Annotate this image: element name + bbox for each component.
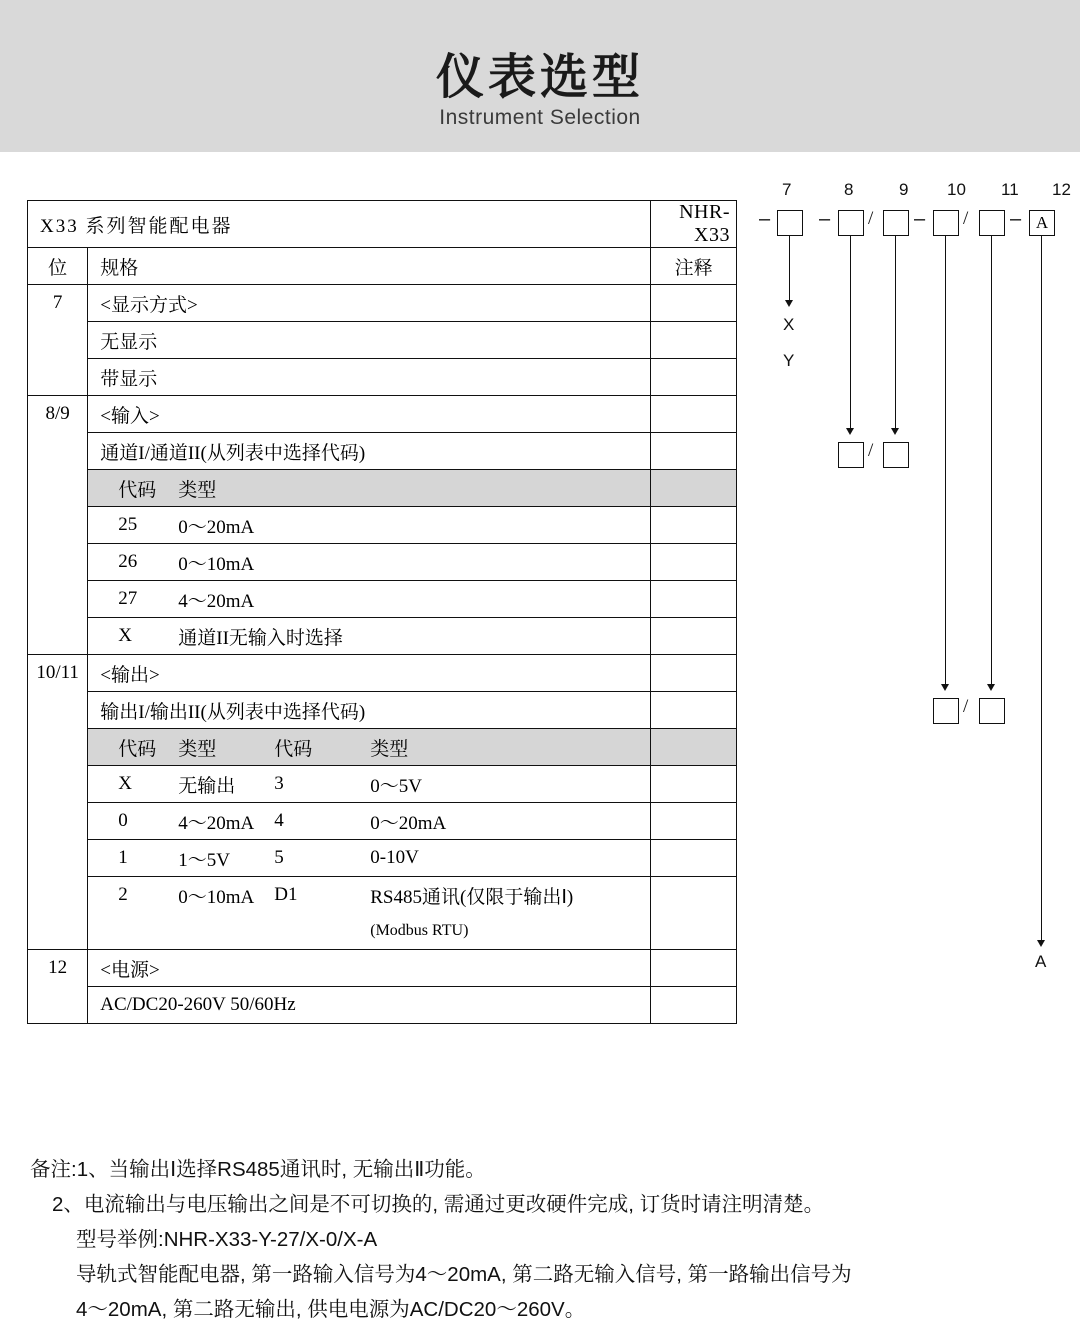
col-header-pos: 位 <box>28 248 88 285</box>
code-value-2: 5 <box>274 847 284 868</box>
code-value: 26 <box>118 551 138 572</box>
diagram-number-11: 11 <box>1001 180 1019 199</box>
note-cell <box>651 507 737 544</box>
note-cell <box>651 655 737 692</box>
type-value: 0～20mA <box>178 516 255 538</box>
diagram-output-box-2[interactable] <box>979 698 1005 724</box>
col-header-note: 注释 <box>651 248 737 285</box>
leader-line-7 <box>789 236 790 302</box>
note-line-2: 2、电流输出与电压输出之间是不可切换的, 需通过更改硬件完成, 订货时请注明清楚。 <box>52 1193 825 1216</box>
diagram-number-10: 10 <box>947 180 966 199</box>
type-value: 4～20mA <box>178 590 255 612</box>
pos-spacer <box>28 544 88 581</box>
section-89-code-header-row <box>88 470 651 507</box>
type-value: 0～10mA <box>178 553 255 575</box>
pos-10-11: 10/11 <box>28 655 88 692</box>
diagram-output-box-1[interactable] <box>933 698 959 724</box>
table-row <box>28 201 737 248</box>
pos-spacer <box>28 618 88 655</box>
code-value: 25 <box>118 514 138 535</box>
diagram-box-8[interactable] <box>838 210 864 236</box>
code-value-2: D1 <box>274 884 298 905</box>
table-row <box>28 470 737 507</box>
note-cell <box>651 803 737 840</box>
pos-spacer <box>28 729 88 766</box>
note-cell <box>651 396 737 433</box>
code-value: X <box>118 625 132 646</box>
pos-spacer <box>28 913 88 950</box>
note-cell <box>651 322 737 359</box>
section-7-row-1: 无显示 <box>88 322 651 359</box>
code-value: 27 <box>118 588 138 609</box>
type-value-2: 0-10V <box>370 847 419 868</box>
table-row <box>28 729 737 766</box>
table-row <box>28 766 737 803</box>
type-value: 4～20mA <box>178 812 255 834</box>
note-line-4: 导轨式智能配电器, 第一路输入信号为4～20mA, 第二路无输入信号, 第一路输出信号为 <box>76 1263 852 1286</box>
diagram-input-box-1[interactable] <box>838 442 864 468</box>
type-value-2: 0～20mA <box>370 812 447 834</box>
note-line-3: 型号举例:NHR-X33-Y-27/X-0/X-A <box>76 1228 378 1251</box>
note-cell <box>651 729 737 766</box>
leader-line-11 <box>991 236 992 686</box>
diagram-box-9[interactable] <box>883 210 909 236</box>
leader-line-8 <box>850 236 851 430</box>
pos-8-9: 8/9 <box>28 396 88 433</box>
diagram-slash-2: / <box>963 208 969 229</box>
pos-spacer <box>28 507 88 544</box>
note-cell <box>651 987 737 1024</box>
diagram-number-7: 7 <box>782 180 792 199</box>
section-1011-heading: <输出> <box>88 655 651 692</box>
table-row <box>28 877 737 914</box>
pos-spacer <box>28 840 88 877</box>
section-1011-row-2 <box>88 803 651 840</box>
note-cell <box>651 913 737 950</box>
note-line-1: 备注:1、当输出Ⅰ选择RS485通讯时, 无输出Ⅱ功能。 <box>30 1158 486 1181</box>
col-header-spec: 规格 <box>88 248 651 285</box>
note-cell <box>651 433 737 470</box>
diagram-number-12: 12 <box>1052 180 1071 199</box>
leader-arrow-7 <box>785 300 793 307</box>
section-1011-row-5 <box>88 913 651 950</box>
diagram-output-slash: / <box>963 696 969 717</box>
selection-table <box>27 200 737 1024</box>
diagram-number-8: 8 <box>844 180 854 199</box>
leader-arrow-12 <box>1037 940 1045 947</box>
code-header-2: 代码 <box>274 738 313 760</box>
note-cell <box>651 840 737 877</box>
diagram-box-11[interactable] <box>979 210 1005 236</box>
type-value: 0～10mA <box>178 886 255 908</box>
pos-spacer <box>28 470 88 507</box>
diagram-input-slash: / <box>868 440 874 461</box>
table-row <box>28 396 737 433</box>
note-cell <box>651 877 737 914</box>
code-value: 1 <box>118 847 128 868</box>
leader-line-9 <box>895 236 896 430</box>
note-cell <box>651 470 737 507</box>
section-1011-row-4 <box>88 877 651 914</box>
pos-spacer <box>28 877 88 914</box>
leader-arrow-9 <box>891 428 899 435</box>
diagram-dash-1: – <box>759 208 771 230</box>
code-value: 2 <box>118 884 128 905</box>
table-row <box>28 285 737 322</box>
type-value: 无输出 <box>178 775 236 797</box>
model-prefix-cell: NHR-X33 <box>651 201 737 248</box>
note-cell <box>651 950 737 987</box>
pos-spacer <box>28 987 88 1024</box>
page-header <box>0 0 1080 152</box>
pos-spacer <box>28 433 88 470</box>
note-cell <box>651 766 737 803</box>
table-row <box>28 987 737 1024</box>
pos-spacer <box>28 322 88 359</box>
leader-arrow-8 <box>846 428 854 435</box>
diagram-box-7[interactable] <box>777 210 803 236</box>
type-header: 类型 <box>178 479 217 501</box>
pos-spacer <box>28 692 88 729</box>
section-1011-code-header-row <box>88 729 651 766</box>
table-row <box>28 507 737 544</box>
model-code-diagram <box>737 152 1080 1152</box>
note-cell <box>651 618 737 655</box>
code-value-2: 3 <box>274 773 284 794</box>
leader-arrow-10 <box>941 684 949 691</box>
pos-12: 12 <box>28 950 88 987</box>
type-value: 通道II无输入时选择 <box>178 627 343 649</box>
section-89-row-4 <box>88 618 651 655</box>
section-7-heading: <显示方式> <box>88 285 651 322</box>
section-89-subheading: 通道I/通道II(从列表中选择代码) <box>88 433 651 470</box>
type-value: 1～5V <box>178 849 230 871</box>
table-row <box>28 803 737 840</box>
table-row <box>28 950 737 987</box>
pos-7: 7 <box>28 285 88 322</box>
section-89-row-2 <box>88 544 651 581</box>
table-row <box>28 581 737 618</box>
diagram-dash-3: – <box>914 208 926 230</box>
table-row <box>28 359 737 396</box>
diagram-label-a: A <box>1035 952 1047 971</box>
type-value-2-cont: (Modbus RTU) <box>370 922 469 939</box>
notes-block <box>30 1152 1060 1327</box>
diagram-input-box-2[interactable] <box>883 442 909 468</box>
note-cell <box>651 692 737 729</box>
section-1011-row-1 <box>88 766 651 803</box>
note-cell <box>651 285 737 322</box>
section-89-heading: <输入> <box>88 396 651 433</box>
code-value: 0 <box>118 810 128 831</box>
page-subtitle: Instrument Selection <box>439 106 641 129</box>
note-cell <box>651 581 737 618</box>
section-1011-subheading: 输出I/输出II(从列表中选择代码) <box>88 692 651 729</box>
diagram-slash-1: / <box>868 208 874 229</box>
note-line-5: 4～20mA, 第二路无输出, 供电电源为AC/DC20～260V。 <box>76 1298 586 1321</box>
table-row <box>28 692 737 729</box>
code-header: 代码 <box>118 479 157 501</box>
section-1011-row-3 <box>88 840 651 877</box>
pos-spacer <box>28 359 88 396</box>
section-7-row-2: 带显示 <box>88 359 651 396</box>
note-cell <box>651 544 737 581</box>
code-value-2: 4 <box>274 810 284 831</box>
diagram-label-x: X <box>783 315 795 334</box>
leader-line-12 <box>1041 236 1042 942</box>
diagram-box-10[interactable] <box>933 210 959 236</box>
section-12-row-1: AC/DC20-260V 50/60Hz <box>88 987 651 1024</box>
table-row <box>28 840 737 877</box>
code-value: X <box>118 773 132 794</box>
type-value-2: RS485通讯(仅限于输出Ⅰ) <box>370 886 574 908</box>
product-name-cell: X33 系列智能配电器 <box>28 201 651 248</box>
diagram-dash-2: – <box>819 208 831 230</box>
page-title: 仪表选型 <box>435 51 644 104</box>
type-header: 类型 <box>178 738 217 760</box>
code-header: 代码 <box>118 738 157 760</box>
leader-arrow-11 <box>987 684 995 691</box>
table-row <box>28 544 737 581</box>
diagram-label-y: Y <box>783 351 795 370</box>
pos-spacer <box>28 803 88 840</box>
table-row <box>28 248 737 285</box>
table-row <box>28 433 737 470</box>
type-value-2: 0～5V <box>370 775 422 797</box>
table-row <box>28 618 737 655</box>
pos-spacer <box>28 581 88 618</box>
section-89-row-3 <box>88 581 651 618</box>
note-cell <box>651 359 737 396</box>
diagram-number-9: 9 <box>899 180 909 199</box>
selection-sheet <box>0 152 1080 1321</box>
type-header-2: 类型 <box>370 738 409 760</box>
diagram-dash-4: – <box>1010 208 1022 230</box>
section-89-row-1 <box>88 507 651 544</box>
section-12-heading: <电源> <box>88 950 651 987</box>
pos-spacer <box>28 766 88 803</box>
table-row <box>28 655 737 692</box>
diagram-box-12[interactable]: A <box>1029 210 1055 236</box>
table-row <box>28 322 737 359</box>
leader-line-10 <box>945 236 946 686</box>
table-row <box>28 913 737 950</box>
